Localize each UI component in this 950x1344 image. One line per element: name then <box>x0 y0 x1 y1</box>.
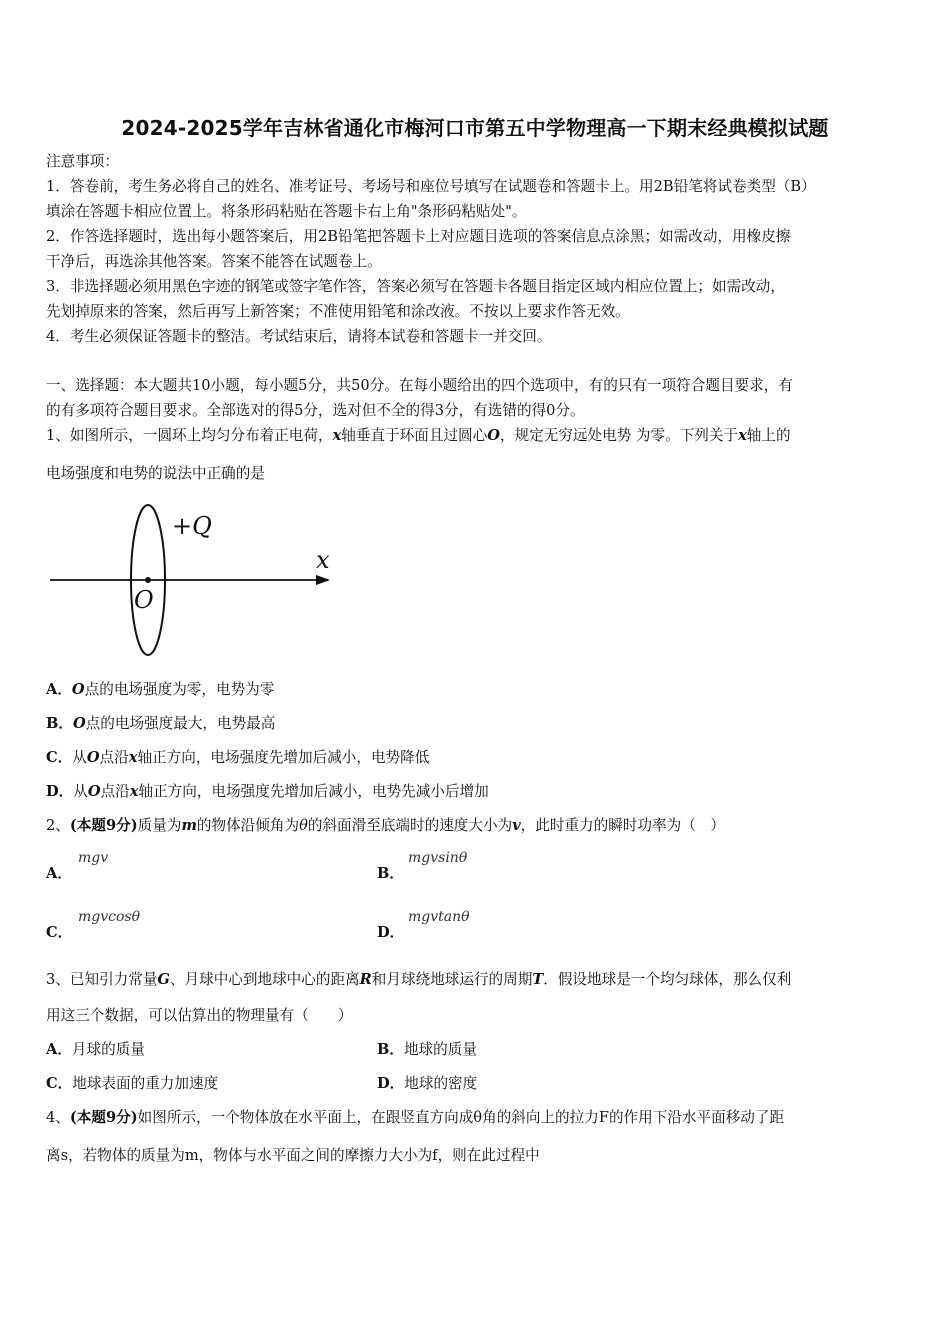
q3-option-c: C．地球表面的重力加速度 <box>46 1075 219 1092</box>
notice-line: 4．考生必须保证答题卡的整洁。考试结束后，请将本试卷和答题卡一并交回。 <box>46 328 552 345</box>
q2-option-c-formula: mgvcosθ <box>78 909 141 925</box>
origin-point <box>145 577 151 583</box>
q2-option-b-formula: mgvsinθ <box>408 850 468 866</box>
notice-line: 填涂在答题卡相应位置上。将条形码粘贴在答题卡右上角"条形码粘贴处"。 <box>46 203 527 220</box>
origin-label: O <box>134 586 154 614</box>
q1-stem-line1: 1、如图所示，一圆环上均匀分布着正电荷，x轴垂直于环面且过圆心O，规定无穷远处电势 为零。下列关于x轴上的 <box>46 427 791 444</box>
q1-stem-line2: 电场强度和电势的说法中正确的是 <box>46 465 265 482</box>
section-header: 的有多项符合题目要求。全部选对的得5分，选对但不全的得3分，有选错的得0分。 <box>46 402 585 419</box>
notice-line: 3．非选择题必须用黑色字迹的钢笔或签字笔作答，答案必须写在答题卡各题目指定区域内相应位置上；如需改动， <box>46 278 785 295</box>
x-axis-arrow <box>316 575 330 585</box>
q4-stem-line1: 4、(本题9分)如图所示，一个物体放在水平面上，在跟竖直方向成θ角的斜向上的拉力F的作用下沿水平面移动了距 <box>46 1109 785 1126</box>
q3-option-b: B．地球的质量 <box>377 1041 477 1058</box>
q2-option-d-letter: D． <box>377 924 405 941</box>
q3-stem-line1: 3、已知引力常量G、月球中心到地球中心的距离R和月球绕地球运行的周期T．假设地球是一个均匀球体，那么仅利 <box>46 971 792 988</box>
notice-line: 干净后，再选涂其他答案。答案不能答在试题卷上。 <box>46 253 382 270</box>
q3-option-d: D．地球的密度 <box>377 1075 478 1092</box>
exam-title: 2024-2025学年吉林省通化市梅河口市第五中学物理高一下期末经典模拟试题 <box>121 116 829 140</box>
q1-ring-figure <box>50 500 350 660</box>
q1-option-b: B．O点的电场强度最大，电势最高 <box>46 715 276 732</box>
axis-label: x <box>316 546 330 574</box>
q2-option-a-formula: mgv <box>78 850 109 866</box>
q2-option-d-formula: mgvtanθ <box>408 909 470 925</box>
notice-line: 2．作答选择题时，选出每小题答案后，用2B铅笔把答题卡上对应题目选项的答案信息点涂黑；如需改动，用橡皮擦 <box>46 228 791 245</box>
notice-line: 先划掉原来的答案，然后再写上新答案；不准使用铅笔和涂改液。不按以上要求作答无效。 <box>46 303 630 320</box>
q1-option-c: C．从O点沿x轴正方向，电场强度先增加后减小，电势降低 <box>46 749 430 766</box>
q2-option-b-letter: B． <box>377 865 404 882</box>
q3-stem-line2: 用这三个数据，可以估算出的物理量有（ ） <box>46 1007 353 1024</box>
section-header: 一、选择题：本大题共10小题，每小题5分，共50分。在每小题给出的四个选项中，有的只有一项符合题目要求，有 <box>46 377 793 394</box>
q2-option-a-letter: A． <box>46 865 72 882</box>
q1-option-a: A．O点的电场强度为零，电势为零 <box>46 681 275 698</box>
notice-line: 1．答卷前，考生务必将自己的姓名、准考证号、考场号和座位号填写在试题卷和答题卡上。用2B铅笔将试卷类型（B） <box>46 178 816 195</box>
q3-option-a: A．月球的质量 <box>46 1041 145 1058</box>
q4-stem-line2: 离s，若物体的质量为m，物体与水平面之间的摩擦力大小为f，则在此过程中 <box>46 1147 540 1164</box>
charge-label: +Q <box>172 512 212 540</box>
notice-heading: 注意事项： <box>46 153 119 170</box>
q1-option-d: D．从O点沿x轴正方向，电场强度先增加后减小，电势先减小后增加 <box>46 783 489 800</box>
q2-stem: 2、(本题9分)质量为m的物体沿倾角为θ的斜面滑至底端时的速度大小为v，此时重力的瞬时功率为（ ） <box>46 817 725 834</box>
q2-option-c-letter: C． <box>46 924 73 941</box>
